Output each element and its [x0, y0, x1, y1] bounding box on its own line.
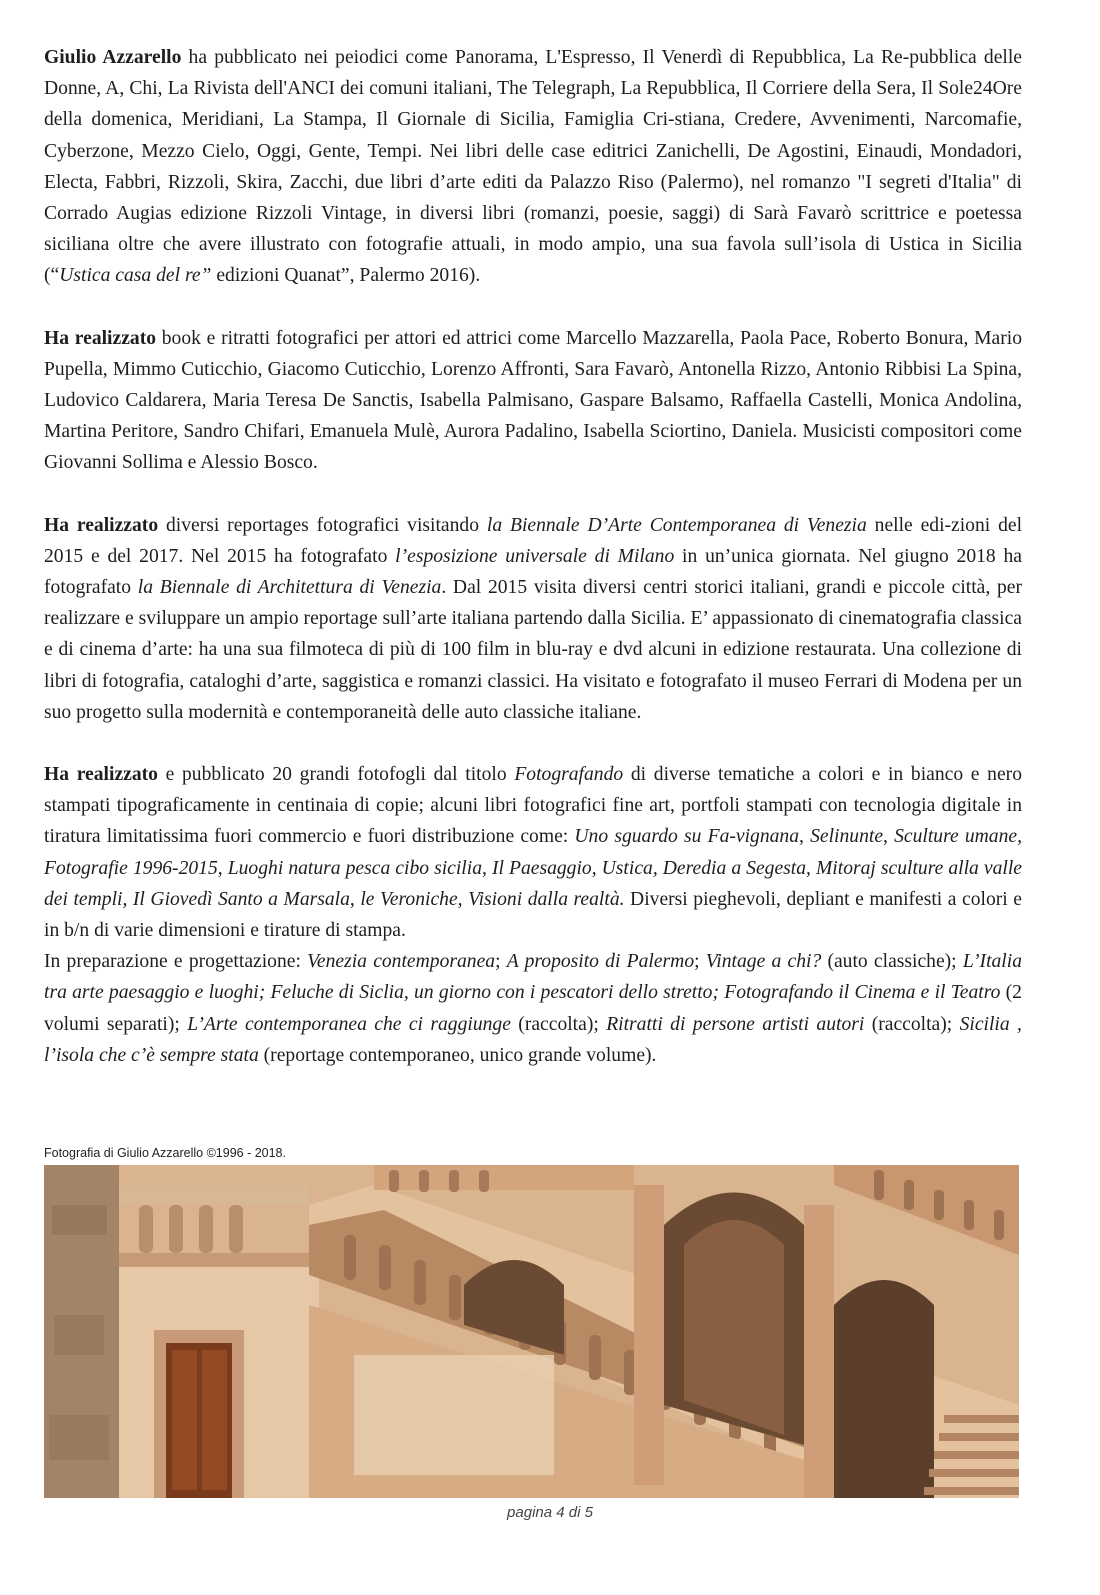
text-run: (2 volumi separati);	[44, 982, 1022, 1035]
italic-title: Ritratti di persone artisti autori	[606, 1013, 865, 1035]
text-run: Diversi pieghevoli, depliant e manifesti a colori e in b/n di varie dimensioni e tirature di stampa.	[44, 888, 1022, 942]
italic-title: Venezia contemporanea	[307, 951, 496, 973]
bold-lead: Giulio Azzarello	[44, 47, 182, 68]
bold-lead: Ha realizzato	[44, 327, 157, 349]
paragraph	[44, 323, 1022, 479]
italic-title: l’esposizione universale di Milano	[395, 545, 675, 567]
text-run: . Dal 2015 visita diversi centri storici italiani, grandi e piccole città, per realizzare e sviluppare un ampio reportage sull’arte italiana partendo dalla Sicilia. E’ appassionato di cinematografia classica e di cinema d’arte: ha una sua filmoteca di più di 100 film in blu-ray e dvd alcuni in edizione restaurata. Una collezione di libri di fotografia, cataloghi d’arte, saggistica e romanzi classici. Ha visitato e fotografato il museo Ferrari di Modena per un suo progetto sulla modernità e contemporaneità delle auto classiche italiane.	[44, 577, 1022, 723]
italic-title: L’Italia tra arte paesaggio e luoghi; Feluche di Siclia, un giorno con i pescatori dello stretto; Fotografando il Cinema e il Teatro	[44, 951, 1022, 1004]
italic-title: Fotografando	[514, 764, 624, 786]
italic-title: Vintage a chi?	[705, 951, 822, 973]
paragraph	[44, 759, 1022, 946]
text-run: (raccolta);	[510, 1013, 607, 1035]
text-run: ha pubblicato nei peiodici come Panorama, L'Espresso, Il Venerdì di Repubblica, La Re-pubblica delle Donne, A, Chi, La Rivista dell'ANCI dei comuni italiani, The Telegraph, La Repubblica, Il Corriere della Sera, Il Sole24Ore della domenica, Meridiani, La Stampa, Il Giornale di Sicilia, Famiglia Cri-stiana, Credere, Avvenimenti, Narcomafie, Cyberzone, Mezzo Cielo, Oggi, Gente, Tempi. Nei libri delle case editrici Zanichelli, De Agostini, Einaudi, Mondadori, Electa, Fabbri, Rizzoli, Skira, Zacchi, due libri d’arte editi da Palazzo Riso (Palermo), nel romanzo "I segreti d'Italia" di Corrado Augias edizione Rizzoli Vintage, in diversi libri (romanzi, poesie, saggi) di Sarà Favarò scrittrice e poetessa siciliana oltre che avere illustrato con fotografie attuali, in modo ampio, una sua favola sull’isola di Ustica in Sicilia (“	[44, 47, 1022, 287]
italic-title: Ustica casa del re”	[59, 265, 212, 287]
text-run: nelle edi-zioni del 2015 e del 2017. Nel 2015 ha fotografato	[44, 514, 1023, 567]
text-run: e pubblicato 20 grandi fotofogli dal titolo	[157, 764, 515, 786]
italic-title: la Biennale di Architettura di Venezia	[137, 577, 442, 599]
text-run: di diverse tematiche a colori e in bianco e nero stampati tipograficamente in centinaia di copie; alcuni libri fotografici fine art, portfoli stampati con tecnologia digitale in tiratura limitatissima fuori commercio e fuori distribuzione come:	[44, 764, 1022, 848]
paragraph	[44, 42, 1022, 292]
text-run: (auto classiche);	[821, 951, 963, 973]
page-number: pagina 4 di 5	[507, 1504, 593, 1521]
italic-title: A proposito di Palermo	[506, 951, 695, 973]
paragraph	[44, 946, 1022, 1071]
text-run: diversi reportages fotografici visitando	[158, 514, 487, 536]
text-run: (raccolta);	[864, 1013, 960, 1035]
text-run: book e ritratti fotografici per attori ed attrici come Marcello Mazzarella, Paola Pace, Roberto Bonura, Mario Pupella, Mimmo Cuticchio, Giacomo Cuticchio, Lorenzo Affronti, Sara Favarò, Antonella Rizzo, Antonio Ribbisi La Spina, Ludovico Caldarera, Maria Teresa De Sanctis, Isabella Palmisano, Gaspare Balsamo, Raffaella Castelli, Monica Andolina, Martina Peritore, Sandro Chifari, Emanuela Mulè, Aurora Padalino, Isabella Sciortino, Daniela. Musicisti compositori come Giovanni Sollima e Alessio Bosco.	[44, 327, 1022, 474]
italic-title: L’Arte contemporanea che ci raggiunge	[187, 1013, 511, 1035]
body-text	[44, 42, 1022, 1071]
staircase-photo-illustration	[44, 1165, 1019, 1498]
bold-lead: Ha realizzato	[44, 764, 158, 786]
text-run: (reportage contemporaneo, unico grande volume).	[258, 1044, 657, 1066]
photo-staircase	[44, 1165, 1019, 1498]
text-run: in un’unica giornata. Nel giugno 2018 ha fotografato	[44, 545, 1023, 599]
italic-title: Sicilia , l’isola che c’è sempre stata	[44, 1013, 1022, 1066]
paragraph	[44, 510, 1022, 728]
text-run: edizioni Quanat”, Palermo 2016).	[211, 265, 481, 287]
italic-title: Uno sguardo su Fa-vignana, Selinunte, Sculture umane, Fotografie 1996-2015, Luoghi natura pesca cibo sicilia, Il Paesaggio, Ustica, Deredia a Segesta, Mitoraj sculture alla valle dei templi, Il Giovedì Santo a Marsala, le Veroniche, Visioni dalla realtà.	[44, 826, 1022, 910]
bold-lead: Ha realizzato	[44, 514, 159, 536]
text-run: ;	[495, 951, 507, 973]
text-run: ;	[694, 951, 706, 973]
photo-caption: Fotografia di Giulio Azzarello ©1996 - 2018.	[44, 1146, 286, 1160]
text-run: In preparazione e progettazione:	[44, 951, 308, 973]
italic-title: la Biennale D’Arte Contemporanea di Venezia	[486, 514, 867, 536]
